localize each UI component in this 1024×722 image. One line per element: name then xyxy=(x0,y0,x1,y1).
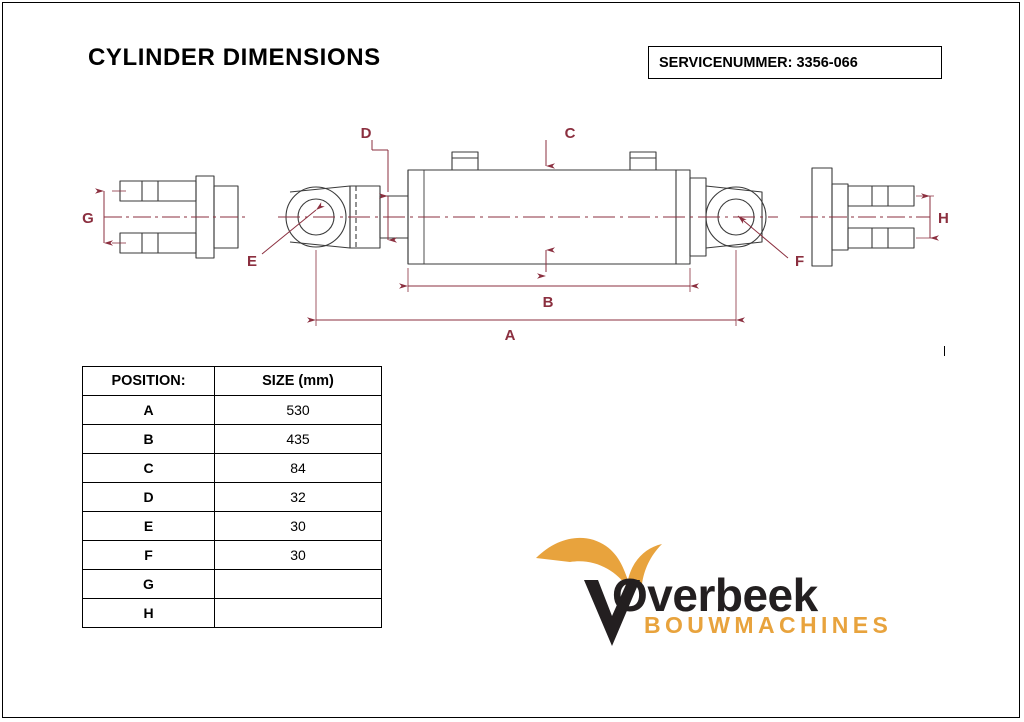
header-position: POSITION: xyxy=(83,367,215,396)
row-position-c: C xyxy=(83,454,215,483)
row-size-a: 530 xyxy=(215,396,382,425)
header-size: SIZE (mm) xyxy=(215,367,382,396)
row-size-b: 435 xyxy=(215,425,382,454)
logo-wordmark: Overbeek xyxy=(612,569,818,621)
cylinder-main-view xyxy=(286,152,766,264)
row-position-b: B xyxy=(83,425,215,454)
page-title: CYLINDER DIMENSIONS xyxy=(88,44,381,71)
row-size-c: 84 xyxy=(215,454,382,483)
row-position-h: H xyxy=(83,599,215,628)
table-row xyxy=(83,454,382,483)
logo-tagline: BOUWMACHINES xyxy=(644,612,893,638)
row-position-e: E xyxy=(83,512,215,541)
row-position-d: D xyxy=(83,483,215,512)
table-row xyxy=(83,570,382,599)
label-b: B xyxy=(542,294,554,311)
label-d: D xyxy=(360,125,372,142)
row-position-g: G xyxy=(83,570,215,599)
row-size-e: 30 xyxy=(215,512,382,541)
label-a: A xyxy=(504,327,516,344)
label-h: H xyxy=(938,210,949,227)
label-f: F xyxy=(795,253,805,270)
row-size-f: 30 xyxy=(215,541,382,570)
dimension-lines xyxy=(104,140,934,326)
table-row xyxy=(83,541,382,570)
table-row xyxy=(83,396,382,425)
label-g: G xyxy=(82,210,94,227)
row-position-f: F xyxy=(83,541,215,570)
table-header-row xyxy=(83,367,382,396)
table-row xyxy=(83,483,382,512)
label-e: E xyxy=(246,253,258,270)
dimension-table xyxy=(82,366,382,628)
table-row xyxy=(83,599,382,628)
row-position-a: A xyxy=(83,396,215,425)
row-size-g xyxy=(215,570,382,599)
service-number-label: SERVICENUMMER: 3356-066 xyxy=(659,54,858,71)
table-row xyxy=(83,425,382,454)
row-size-d: 32 xyxy=(215,483,382,512)
label-c: C xyxy=(564,125,576,142)
table-row xyxy=(83,512,382,541)
row-size-h xyxy=(215,599,382,628)
